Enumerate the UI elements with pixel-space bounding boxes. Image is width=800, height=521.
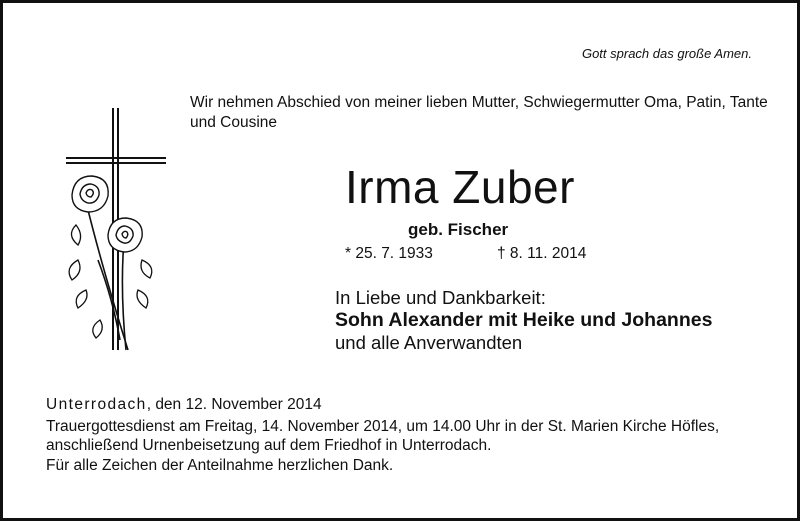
cross-with-roses-icon (58, 100, 168, 370)
gratitude-line: Für alle Zeichen der Anteilnahme herzlichen Dank. (46, 457, 394, 474)
intro-text: Wir nehmen Abschied von meiner lieben Mutter, Schwiegermutter Oma, Patin, Tante und Cousine (190, 94, 768, 131)
town-name: Unterrodach (46, 396, 147, 413)
deceased-name: Irma Zuber (345, 161, 575, 213)
thanks-line: In Liebe und Dankbarkeit: (335, 287, 546, 308)
death-date: † 8. 11. 2014 (497, 245, 587, 262)
maiden-name: geb. Fischer (408, 220, 509, 239)
family-names: Sohn Alexander mit Heike und Johannes (335, 309, 713, 331)
birth-date: * 25. 7. 1933 (345, 245, 433, 262)
motto-text: Gott sprach das große Amen. (581, 46, 752, 61)
notice-date: , den 12. November 2014 (146, 396, 322, 413)
relatives-line: und alle Anverwandten (335, 332, 523, 353)
service-info: Trauergottesdienst am Freitag, 14. November 2014, um 14.00 Uhr in der St. Marien Kirche Höfles, anschließend Urnenbeisetzung auf dem Friedhof in Unterrodach. (46, 418, 720, 454)
place-date-line (46, 396, 322, 414)
